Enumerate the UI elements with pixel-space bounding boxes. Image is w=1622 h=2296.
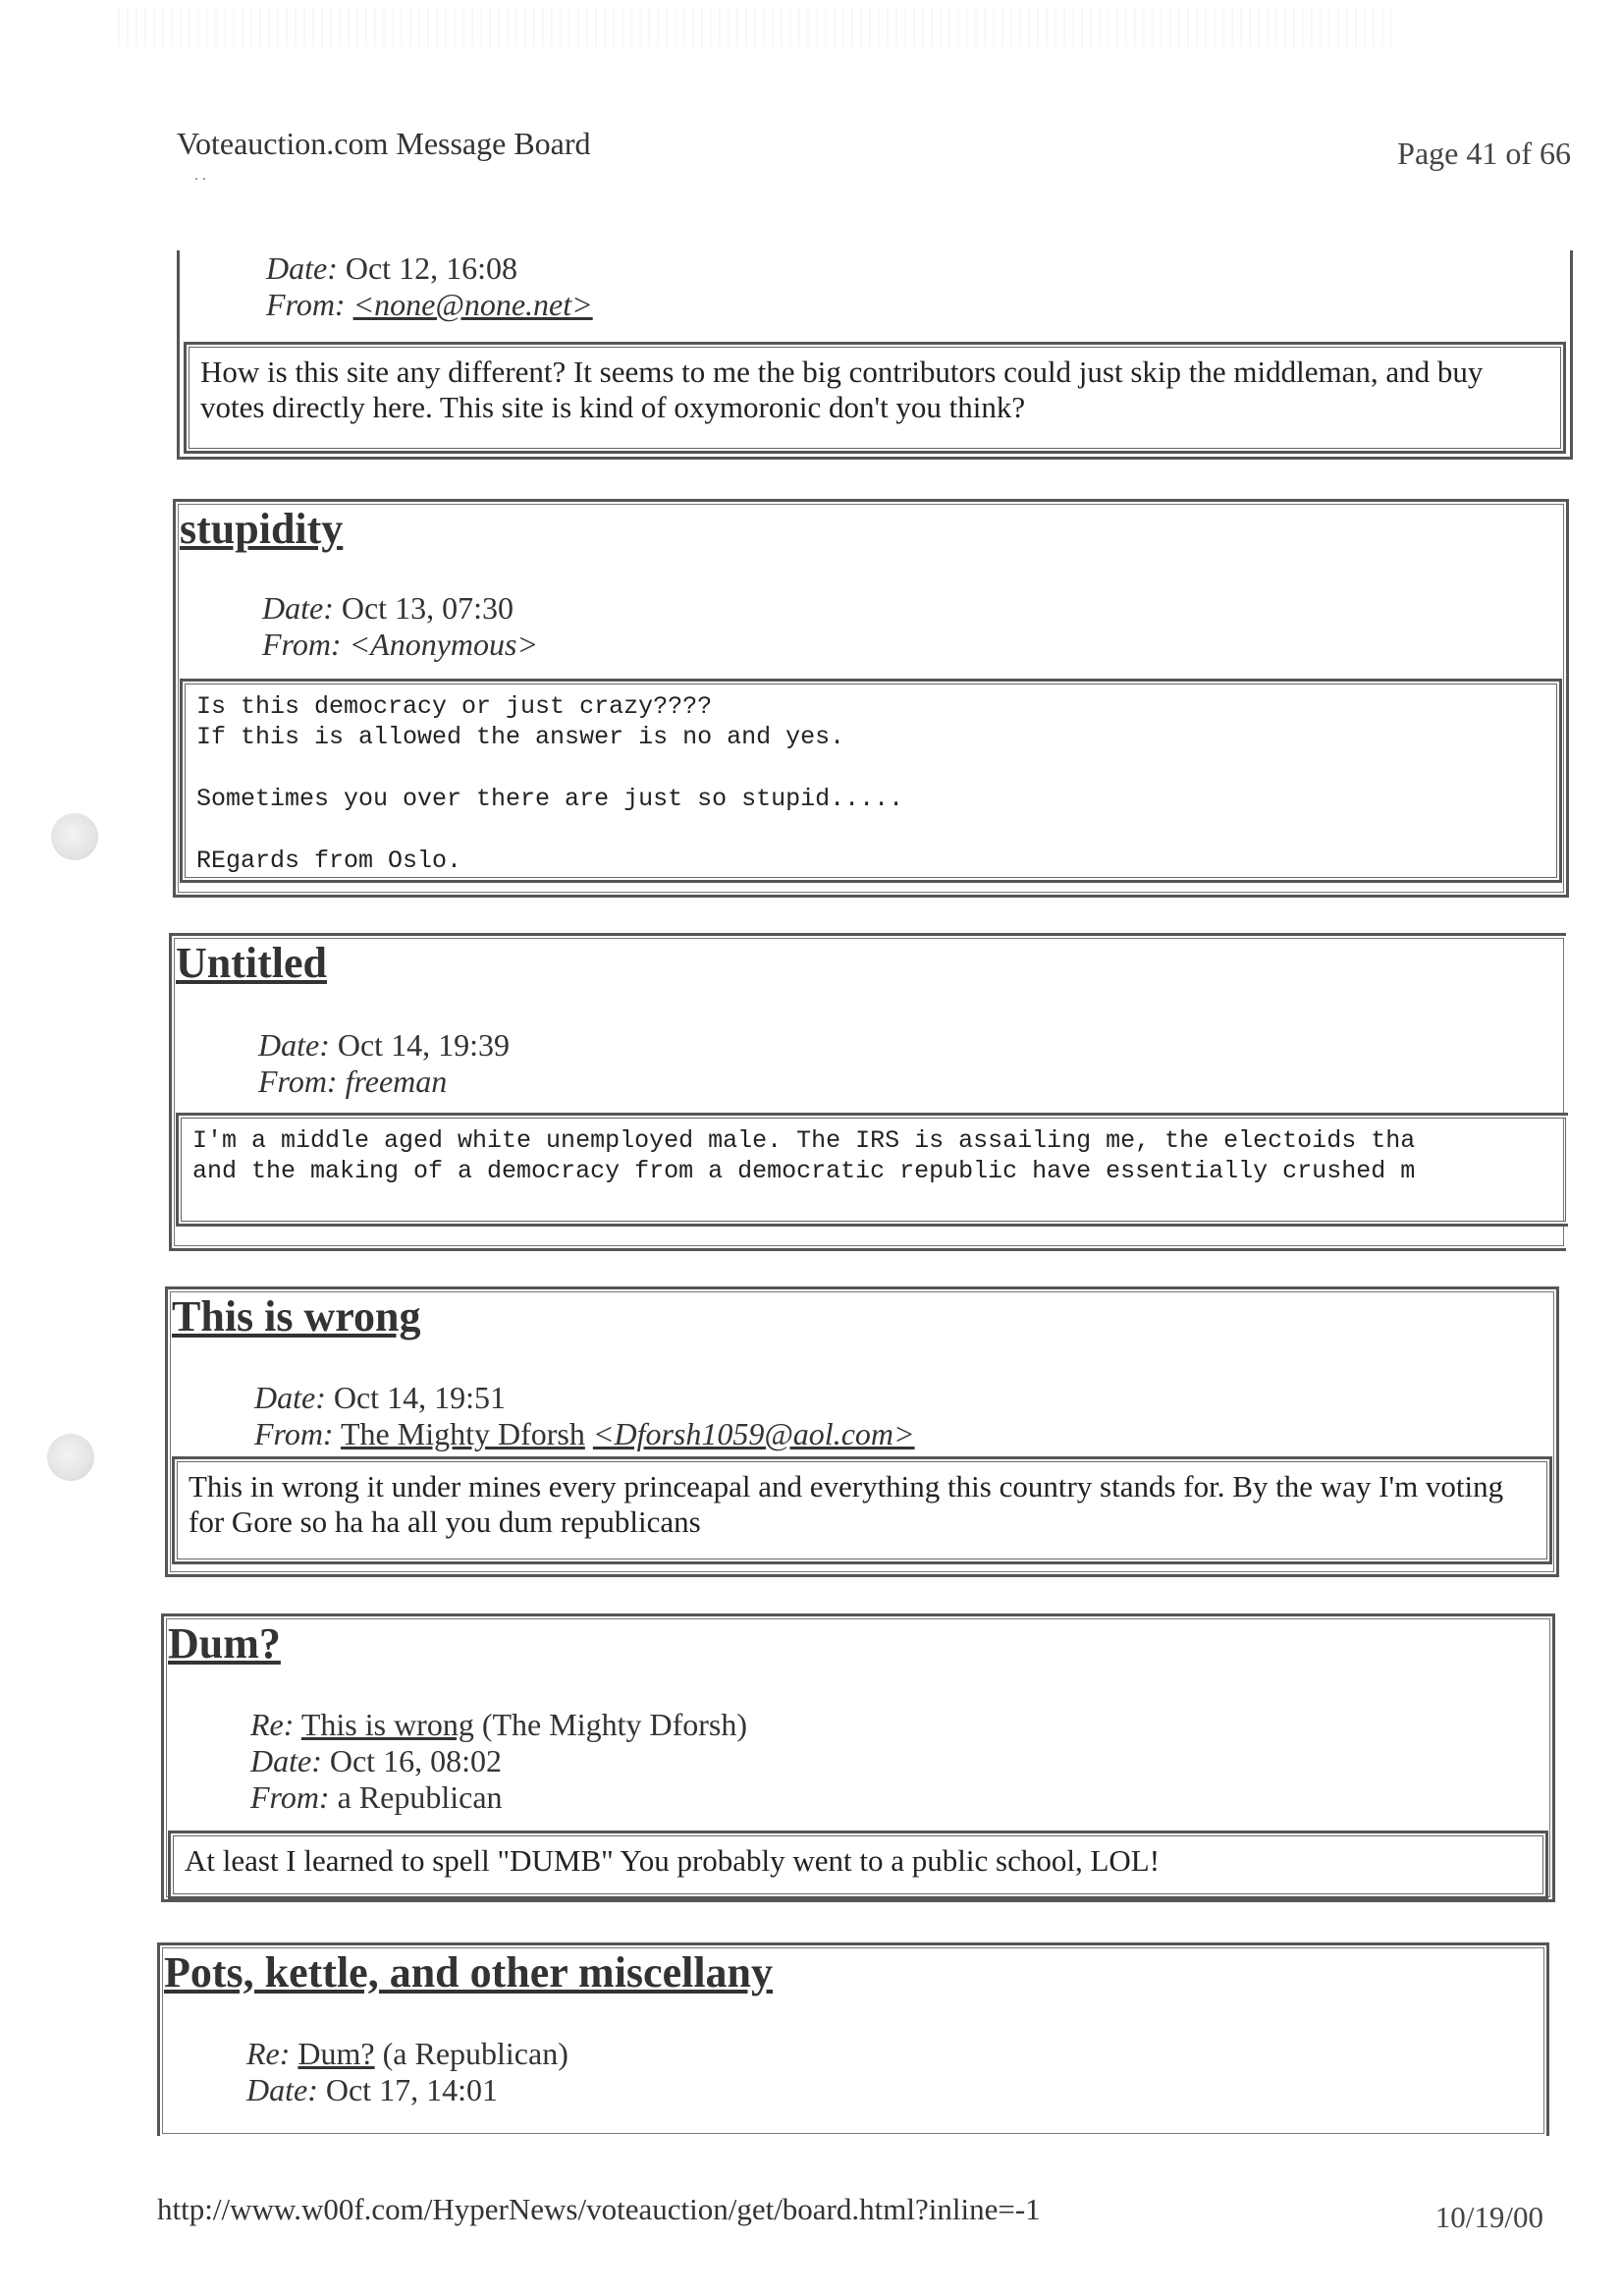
post-meta (254, 1380, 915, 1452)
scan-noise (118, 8, 1394, 47)
post-date: Oct 14, 19:51 (333, 1380, 506, 1415)
message-text: How is this site any different? It seems to me the big contributors could just skip the middleman, and buy votes directly here. This site is kind of oxymoronic don't you think? (200, 355, 1484, 424)
post-author: a Republican (337, 1779, 503, 1815)
post-meta (266, 250, 593, 323)
message-body (180, 679, 1562, 883)
message-post (169, 933, 1566, 1251)
message-post (173, 499, 1569, 898)
message-line: and the making of a democracy from a democratic republic have essentially crushed m (192, 1157, 1416, 1185)
message-post (177, 250, 1573, 460)
message-body (172, 1456, 1552, 1564)
reply-to-link[interactable]: Dum? (297, 2036, 375, 2071)
email-link[interactable]: <none@none.net> (352, 287, 593, 322)
message-text: This in wrong it under mines every princeapal and everything this country stands for. By the way I'm voting for Gore so ha ha all you dum republicans (189, 1469, 1504, 1539)
post-meta (258, 1027, 510, 1100)
reply-to-author: (a Republican) (382, 2036, 568, 2071)
page-number: Page 41 of 66 (1397, 136, 1571, 171)
post-meta (262, 590, 538, 663)
message-text: At least I learned to spell "DUMB" You probably went to a public school, LOL! (185, 1843, 1161, 1878)
from-label: From: (250, 1779, 330, 1815)
message-line: Sometimes you over there are just so stupid..... (196, 785, 904, 813)
post-date: Oct 12, 16:08 (345, 250, 517, 286)
from-label: From: (266, 287, 346, 322)
post-title-link[interactable]: Pots, kettle, and other miscellany (164, 1948, 774, 1996)
date-label: Date: (254, 1380, 326, 1415)
re-label: Re: (246, 2036, 291, 2071)
message-line: Is this democracy or just crazy???? (196, 692, 713, 721)
email-link[interactable]: <Dforsh1059@aol.com> (592, 1416, 915, 1451)
post-meta (250, 1707, 747, 1816)
date-label: Date: (266, 250, 338, 286)
from-label: From: (254, 1416, 334, 1451)
reply-to-link[interactable]: This is wrong (300, 1707, 474, 1742)
page-header-title: Voteauction.com Message Board (177, 126, 591, 161)
post-title-link[interactable]: Dum? (168, 1619, 281, 1667)
post-author: freeman (345, 1064, 448, 1099)
message-line: I'm a middle aged white unemployed male. The IRS is assailing me, the electoids tha (192, 1126, 1416, 1155)
author-link[interactable]: The Mighty Dforsh (341, 1416, 585, 1451)
message-body (176, 1113, 1568, 1227)
date-label: Date: (250, 1743, 322, 1778)
from-label: From: (258, 1064, 338, 1099)
date-label: Date: (258, 1027, 330, 1063)
message-line: If this is allowed the answer is no and yes. (196, 723, 845, 751)
footer-url: http://www.w00f.com/HyperNews/voteauction/get/board.html?inline=-1 (157, 2192, 1041, 2226)
message-post (165, 1286, 1559, 1577)
date-label: Date: (246, 2072, 318, 2107)
post-title-link[interactable]: Untitled (176, 939, 327, 987)
post-author: <Anonymous> (349, 627, 539, 662)
from-label: From: (262, 627, 342, 662)
message-post (157, 1942, 1549, 2136)
post-date: Oct 17, 14:01 (325, 2072, 498, 2107)
footer-date: 10/19/00 (1434, 2200, 1543, 2234)
message-body (168, 1831, 1548, 1899)
date-label: Date: (262, 590, 334, 626)
message-line: REgards from Oslo. (196, 847, 462, 875)
message-body (184, 342, 1566, 454)
punch-hole (47, 1434, 94, 1481)
scan-marks: .. (194, 167, 210, 184)
message-post (161, 1613, 1555, 1902)
punch-hole (51, 813, 98, 860)
post-meta (246, 2036, 568, 2108)
post-title-link[interactable]: stupidity (180, 505, 344, 553)
post-title-link[interactable]: This is wrong (172, 1292, 421, 1340)
post-date: Oct 14, 19:39 (337, 1027, 510, 1063)
post-date: Oct 16, 08:02 (329, 1743, 502, 1778)
reply-to-author: (The Mighty Dforsh) (481, 1707, 747, 1742)
re-label: Re: (250, 1707, 295, 1742)
post-date: Oct 13, 07:30 (341, 590, 514, 626)
